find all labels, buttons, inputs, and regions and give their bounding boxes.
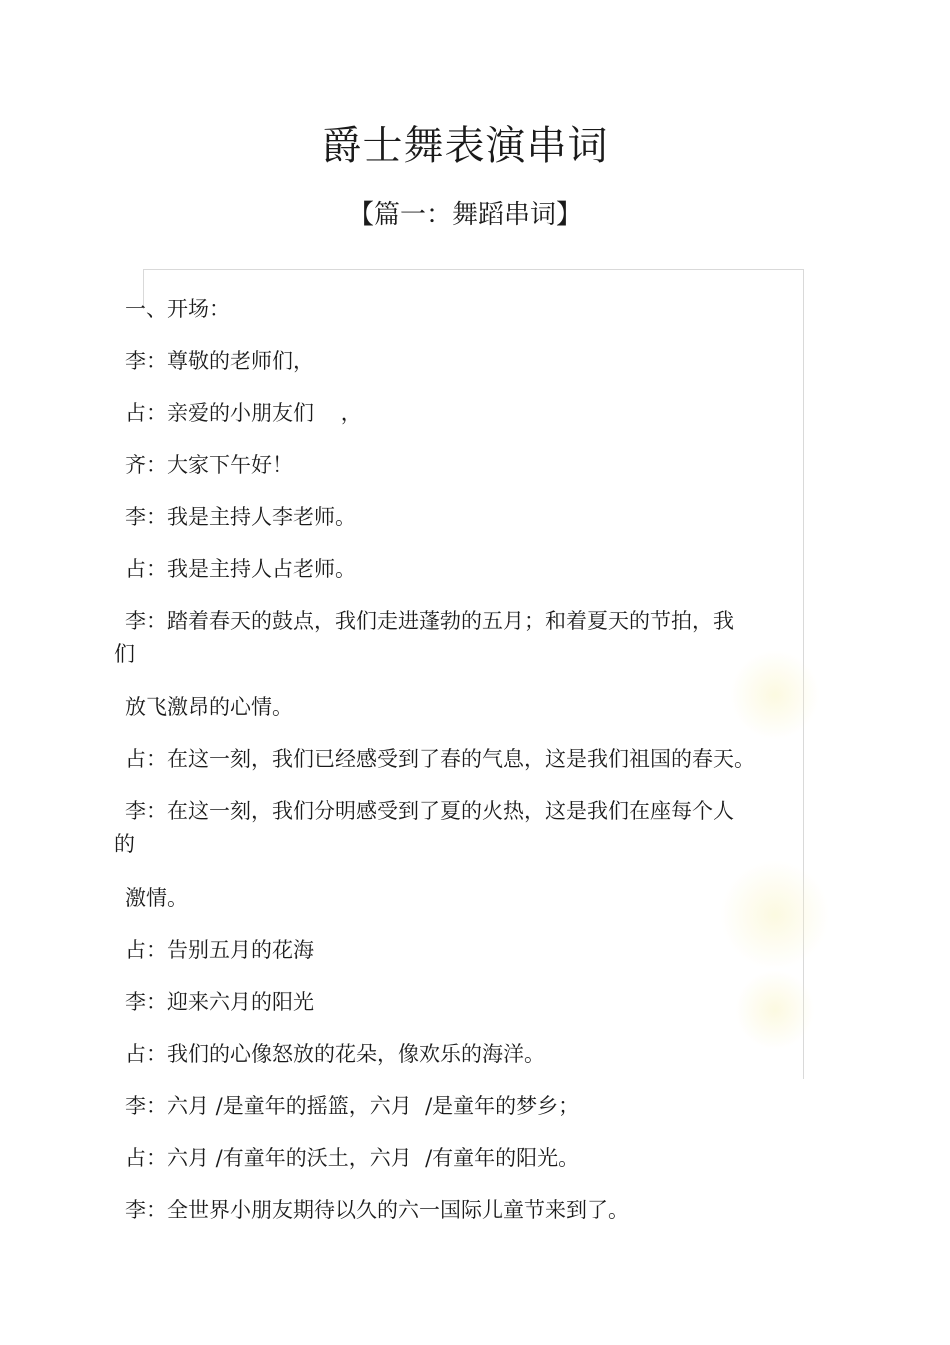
script-line: 李：在这一刻，我们分明感受到了夏的火热，这是我们在座每个人 [125, 799, 734, 823]
script-line: 占：六月 /有童年的沃土，六月 /有童年的阳光。 [125, 1146, 580, 1170]
script-line: 李：迎来六月的阳光 [125, 990, 314, 1014]
script-line: 齐：大家下午好！ [125, 453, 293, 477]
script-line: 占：亲爱的小朋友们 ， [125, 401, 362, 425]
script-line: 李：我是主持人李老师。 [125, 505, 356, 529]
script-line-wrap: 们 [114, 642, 135, 666]
script-line: 李：全世界小朋友期待以久的六一国际儿童节来到了。 [125, 1198, 629, 1222]
background-decoration [735, 970, 815, 1050]
script-line: 李：踏着春天的鼓点，我们走进蓬勃的五月；和着夏天的节拍，我 [125, 609, 734, 633]
script-line: 李：尊敬的老师们， [125, 349, 314, 373]
script-line-wrap: 的 [114, 832, 135, 856]
background-decoration [730, 650, 820, 740]
script-line: 占：在这一刻，我们已经感受到了春的气息，这是我们祖国的春天。 [125, 747, 755, 771]
background-decoration [720, 860, 830, 970]
script-line: 占：告别五月的花海 [125, 938, 314, 962]
script-line: 一、开场： [125, 297, 230, 321]
script-line: 占：我是主持人占老师。 [125, 557, 356, 581]
document-subtitle: 【篇一：舞蹈串词】 [347, 200, 582, 230]
document-title: 爵士舞表演串词 [321, 123, 609, 169]
script-line: 李：六月 /是童年的摇篮，六月 /是童年的梦乡； [125, 1094, 580, 1118]
frame-border-top [143, 269, 804, 270]
script-line: 占：我们的心像怒放的花朵，像欢乐的海洋。 [125, 1042, 545, 1066]
script-line: 激情。 [125, 886, 188, 910]
script-line: 放飞激昂的心情。 [125, 695, 293, 719]
